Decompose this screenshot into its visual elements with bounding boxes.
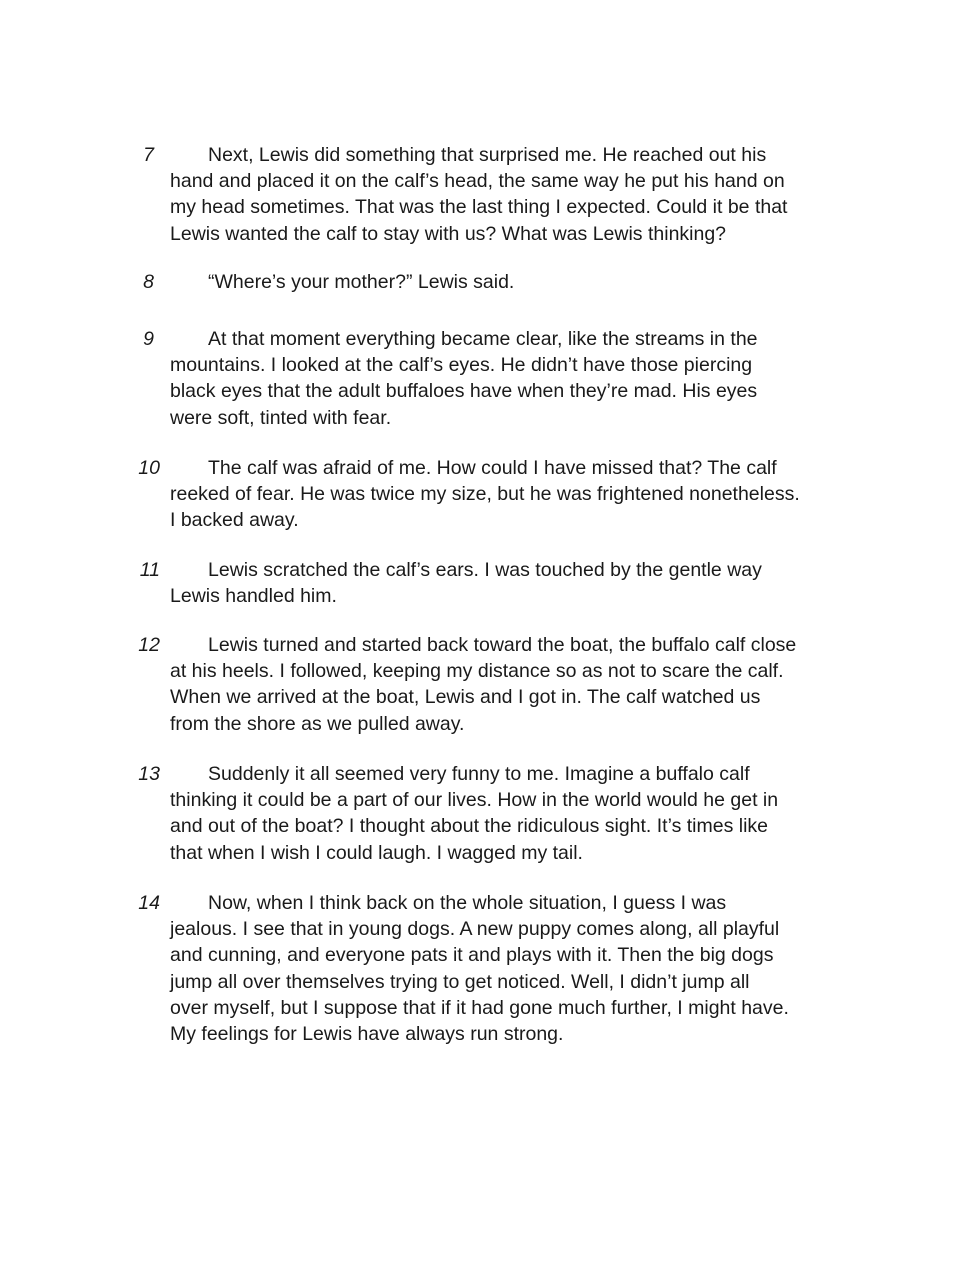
paragraph-7: [130, 142, 830, 247]
paragraph-number: 13: [138, 763, 160, 785]
paragraph-text: At that moment everything became clear, like the streams in the mountains. I looked at the calf’s eyes. He didn’t have those piercing black eyes that the adult buffaloes have when they’re mad. His eyes were soft, tinted with fear.: [170, 328, 758, 429]
paragraph-13: [130, 761, 830, 866]
paragraph-text: Now, when I think back on the whole situation, I guess I was jealous. I see that in young dogs. A new puppy comes along, all playful and cunning, and everyone pats it and plays with it. Then the big dogs jump all over themselves trying to get noticed. Well, I didn’t jump all over myself, but I suppose that if it had gone much further, I might have. My feelings for Lewis have always run strong.: [170, 892, 789, 1046]
paragraph-number: 11: [139, 559, 160, 581]
paragraph-number: 10: [138, 457, 160, 479]
paragraph-number: 8: [143, 271, 154, 293]
paragraph-text: The calf was afraid of me. How could I have missed that? The calf reeked of fear. He was twice my size, but he was frightened nonetheless. I backed away.: [170, 457, 800, 532]
paragraph-10: [130, 455, 830, 534]
paragraph-text: Suddenly it all seemed very funny to me. Imagine a buffalo calf thinking it could be a part of our lives. How in the world would he get in and out of the boat? I thought about the ridiculous sight. It’s times like that when I wish I could laugh. I wagged my tail.: [170, 763, 779, 864]
paragraph-text: Lewis scratched the calf’s ears. I was touched by the gentle way Lewis handled him.: [170, 559, 762, 608]
paragraph-11: [130, 557, 830, 609]
paragraph-number: 12: [138, 634, 160, 656]
paragraph-number: 9: [143, 328, 154, 350]
paragraph-text: Next, Lewis did something that surprised me. He reached out his hand and placed it on the calf’s head, the same way he put his hand on my head sometimes. That was the last thing I expected. Could it be that Lewis wanted the calf to stay with us? What was Lewis thinking?: [170, 144, 788, 245]
paragraph-12: [130, 632, 830, 737]
paragraph-text: Lewis turned and started back toward the boat, the buffalo calf close at his heels. I followed, keeping my distance so as not to scare the calf. When we arrived at the boat, Lewis and I got in. The calf watched us from the shore as we pulled away.: [170, 634, 797, 735]
paragraph-text: “Where’s your mother?” Lewis said.: [208, 271, 515, 293]
paragraph-number: 7: [143, 144, 154, 166]
paragraph-14: [130, 890, 830, 1047]
paragraph-number: 14: [138, 892, 160, 914]
paragraph-9: [130, 326, 830, 431]
paragraph-8: [130, 269, 830, 295]
